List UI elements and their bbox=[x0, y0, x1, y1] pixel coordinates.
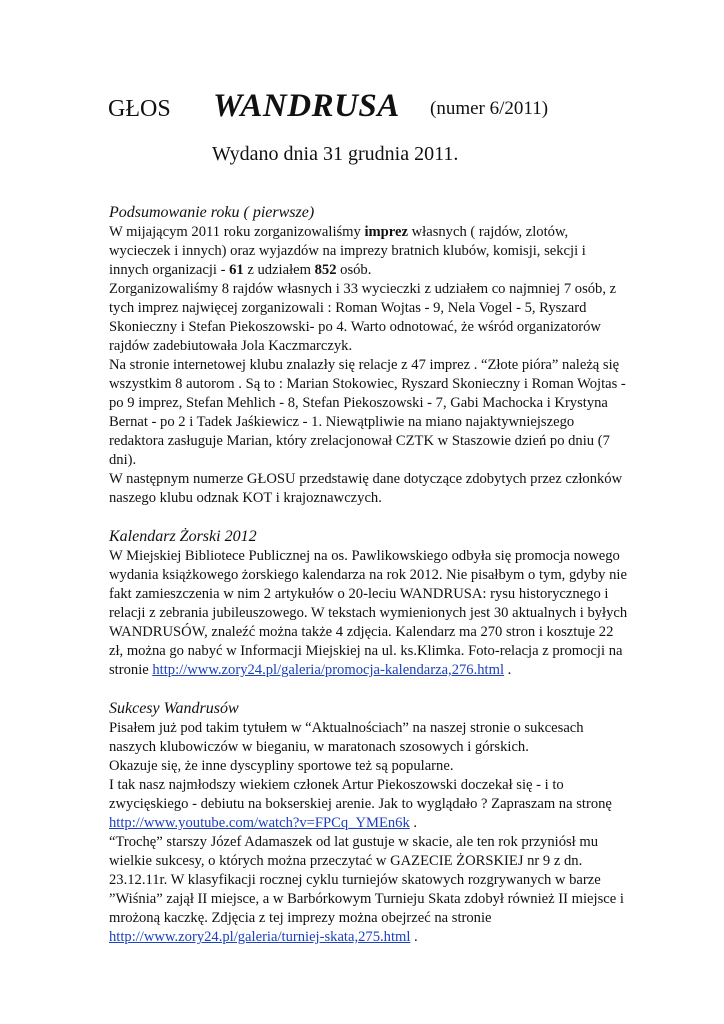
masthead bbox=[108, 88, 708, 132]
paragraph: Zorganizowaliśmy 8 rajdów własnych i 33 wycieczki z udziałem co najmniej 7 osób, z tych imprez najwięcej zorganizowali : Roman Wojtas - 9, Nela Vogel - 5, Ryszard Skonieczny i Stefan Piekoszowski- po 4. Warto odnotować, że wśród organizatorów rajdów zadebiutowała Jola Kaczmarczyk. bbox=[109, 281, 617, 354]
article-body bbox=[109, 203, 629, 966]
bold-number: 852 bbox=[314, 262, 337, 278]
text: . bbox=[410, 929, 418, 945]
masthead-wandrusa: WANDRUSA bbox=[213, 88, 400, 124]
paragraph bbox=[109, 833, 629, 928]
paragraph: Na stronie internetowej klubu znalazły się relacje z 47 imprez . “Złote pióra” należą się wszystkim 8 autorom . Są to : Marian Stokowiec, Ryszard Skonieczny i Roman Wojtas - po 9 imprez, Stefan Mehlich - 8, Stefan Piekoszowski - 7, Gabi Machocka i Krystyna Bernat - po 2 i Tadek Jaśkiewicz - 1. Niewątpliwie na miano najaktywniejszego redaktora zasługuje Marian, który zrelacjonował CZTK w Staszowie dzień po dniu (7 dni). bbox=[109, 357, 626, 468]
paragraph bbox=[109, 223, 629, 280]
youtube-link[interactable]: http://www.youtube.com/watch?v=FPCq_YMEn6k bbox=[109, 815, 410, 831]
text: “Trochę” starszy Józef Adamaszek od lat gustuje w skacie, ale ten rok przyniósł mu wielkie sukcesy, o których można przeczytać w GAZECIE ŻORSKIEJ nr 9 z dn. 23.12.11r. W klasyfikacji rocznej cyklu turniejów skatowych rozgrywanych w barze ”Wiśnia” zajął II miejsce, a w Barbórkowym Turnieju Skata zdobył również II miejsce i mrożoną kaczkę. Zdjęcia z tej imprezy można obejrzeć na stronie bbox=[109, 834, 624, 926]
text: z udziałem bbox=[243, 262, 315, 278]
paragraph bbox=[109, 547, 629, 680]
skat-gallery-link[interactable]: http://www.zory24.pl/galeria/turniej-skata,275.html bbox=[109, 929, 411, 945]
section-title: Sukcesy Wandrusów bbox=[109, 700, 239, 717]
section-title: Podsumowanie roku ( pierwsze) bbox=[109, 204, 315, 221]
section-year-summary bbox=[109, 203, 629, 508]
text: I tak nasz najmłodszy wiekiem członek Artur Piekoszowski doczekał się - i to zwycięskiego - debiutu na bokserskiej arenie. Jak to wyglądało ? Zapraszam na stronę bbox=[109, 777, 612, 812]
issue-number: (numer 6/2011) bbox=[430, 98, 549, 119]
paragraph: Okazuje się, że inne dyscypliny sportowe też są popularne. bbox=[109, 758, 454, 774]
bold-number: 61 bbox=[229, 262, 244, 278]
section-calendar bbox=[109, 527, 629, 680]
text: osób. bbox=[336, 262, 372, 278]
masthead-glos: GŁOS bbox=[108, 96, 171, 122]
text: . bbox=[504, 662, 512, 678]
text: własnych ( rajdów, zlotów, wycieczek i innych) oraz wyjazdów na imprezy bratnich klubów, komisji, sekcji i innych organizacji - bbox=[109, 224, 586, 278]
issue-date: Wydano dnia 31 grudnia 2011. bbox=[212, 143, 459, 165]
paragraph bbox=[109, 776, 629, 833]
section-successes bbox=[109, 699, 629, 947]
text: W mijającym 2011 roku zorganizowaliśmy bbox=[109, 224, 365, 240]
text: . bbox=[409, 815, 418, 831]
paragraph bbox=[109, 928, 629, 947]
paragraph: W następnym numerze GŁOSU przedstawię dane dotyczące zdobytych przez członków naszego klubu odznak KOT i krajoznawczych. bbox=[109, 471, 623, 506]
bold-text: imprez bbox=[364, 224, 408, 240]
paragraph: Pisałem już pod takim tytułem w “Aktualnościach” na naszej stronie o sukcesach naszych klubowiczów w bieganiu, w maratonach szosowych i górskich. bbox=[109, 720, 584, 755]
text: W Miejskiej Bibliotece Publicznej na os. Pawlikowskiego odbyła się promocja nowego wydania książkowego żorskiego kalendarza na rok 2012. Nie pisałbym o tym, gdyby nie fakt zamieszczenia w nim 2 artykułów o 20-leciu WANDRUSA: rysu historycznego i relacji z zebrania jubileuszowego. W tekstach wymienionych jest 30 aktualnych i byłych WANDRUSÓW, znaleźć można także 4 zdjęcia. Kalendarz ma 270 stron i kosztuje 22 zł, można go nabyć w Informacji Miejskiej na ul. ks.Klimka. Foto-relacja z promocji na stronie bbox=[109, 548, 628, 678]
section-title: Kalendarz Żorski 2012 bbox=[109, 528, 257, 545]
calendar-gallery-link[interactable]: http://www.zory24.pl/galeria/promocja-kalendarza,276.html bbox=[152, 662, 504, 678]
